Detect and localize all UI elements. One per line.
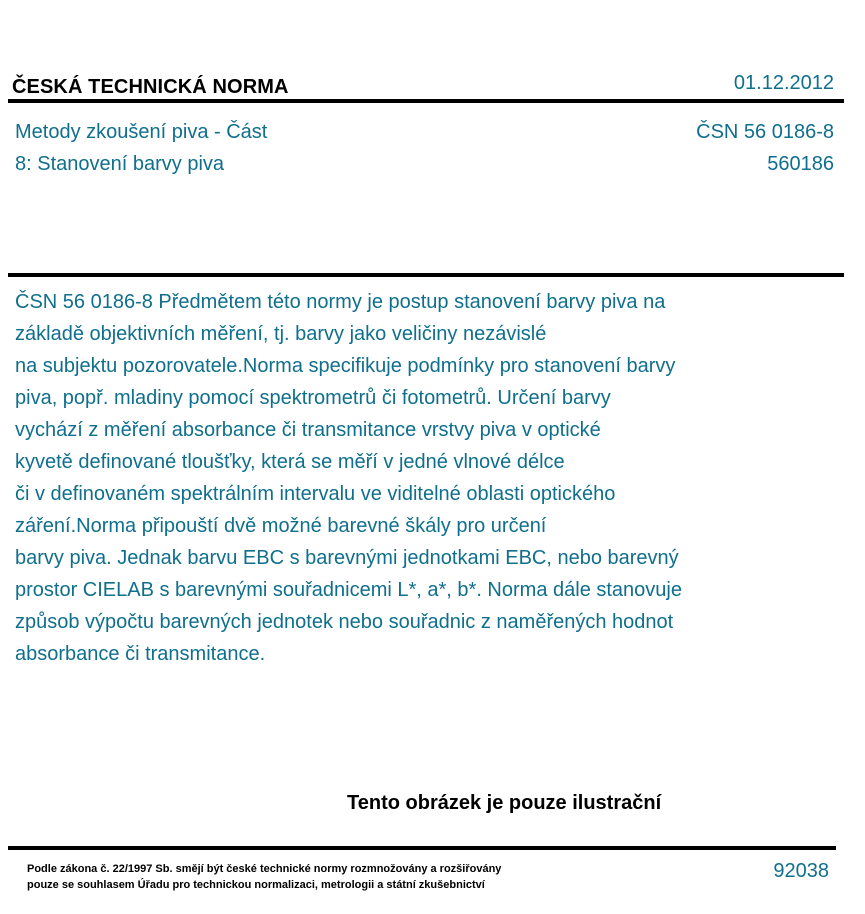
standard-identifiers (696, 116, 834, 180)
abstract-line: či v definovaném spektrálním intervalu ve viditelné oblasti optického (15, 483, 616, 505)
legal-notice-line-2: pouze se souhlasem Úřadu pro technickou normalizaci, metrologii a státní zkušebnictví (27, 879, 485, 891)
abstract-line: na subjektu pozorovatele.Norma specifikuje podmínky pro stanovení barvy (15, 355, 676, 377)
abstract-line: prostor CIELAB s barevnými souřadnicemi L*, a*, b*. Norma dále stanovuje (15, 579, 682, 601)
standard-title-line-1: Metody zkoušení piva - Část (15, 121, 268, 143)
abstract-line: záření.Norma připouští dvě možné barevné škály pro určení (15, 515, 547, 537)
document-header-title: ČESKÁ TECHNICKÁ NORMA (12, 76, 289, 98)
abstract-line: vychází z měření absorbance či transmitance vrstvy piva v optické (15, 419, 601, 441)
standard-title-line-2: 8: Stanovení barvy piva (15, 153, 225, 175)
abstract-line: piva, popř. mladiny pomocí spektrometrů či fotometrů. Určení barvy (15, 387, 611, 409)
abstract-line: kyvetě definované tloušťky, která se měří v jedné vlnové délce (15, 451, 565, 473)
standard-title (15, 116, 267, 180)
abstract-line: ČSN 56 0186-8 Předmětem této normy je postup stanovení barvy piva na (15, 291, 666, 313)
abstract-line: absorbance či transmitance. (15, 643, 266, 665)
standard-class-code: 560186 (767, 153, 834, 175)
legal-notice (27, 861, 501, 893)
publication-date: 01.12.2012 (733, 72, 834, 94)
catalog-number: 92038 (773, 860, 829, 882)
standard-designation: ČSN 56 0186-8 (696, 121, 834, 143)
abstract-line: základě objektivních měření, tj. barvy jako veličiny nezávislé (15, 323, 547, 345)
section-divider (8, 273, 844, 277)
abstract-line: způsob výpočtu barevných jednotek nebo souřadnic z naměřených hodnot (15, 611, 674, 633)
abstract-text (15, 286, 775, 670)
abstract-line: barvy piva. Jednak barvu EBC s barevnými jednotkami EBC, nebo barevný (15, 547, 679, 569)
legal-notice-line-1: Podle zákona č. 22/1997 Sb. smějí být české technické normy rozmnožovány a rozšiřovány (27, 863, 502, 875)
illustration-notice: Tento obrázek je pouze ilustrační (347, 792, 662, 814)
footer-divider (8, 846, 836, 850)
header-divider (8, 99, 844, 103)
